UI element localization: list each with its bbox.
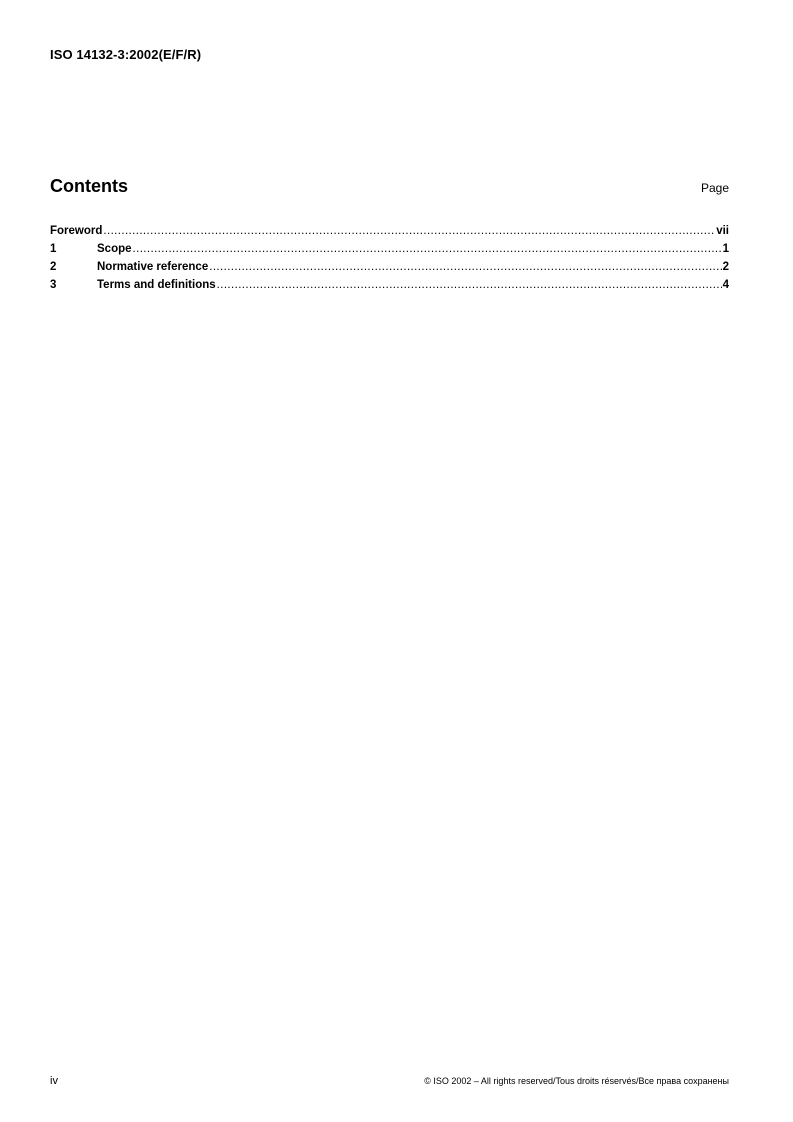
toc-entry-page: vii: [716, 225, 729, 237]
toc-entry-scope[interactable]: [50, 243, 729, 261]
toc-entry-page: 2: [722, 261, 729, 273]
toc-entry-foreword[interactable]: [50, 225, 729, 243]
contents-heading: [50, 176, 729, 200]
toc-entry-number: 3: [50, 279, 57, 291]
toc-entry-normative-reference[interactable]: [50, 261, 729, 279]
toc-entry-title: Foreword: [50, 225, 103, 237]
toc-dot-leader: [209, 261, 721, 273]
toc-entry-number: 2: [50, 261, 57, 273]
toc-entry-page: 1: [722, 243, 729, 255]
toc-entry-title: Normative reference: [97, 261, 209, 273]
footer-copyright: © ISO 2002 – All rights reserved/Tous droits réservés/Все права сохранены: [424, 1076, 729, 1086]
footer-page-number: iv: [50, 1075, 58, 1087]
toc-entry-number: 1: [50, 243, 57, 255]
toc-entry-terms-and-definitions[interactable]: [50, 279, 729, 297]
table-of-contents: [50, 225, 729, 297]
toc-entry-title: Scope: [97, 243, 132, 255]
document-id: ISO 14132-3:2002(E/F/R): [50, 47, 202, 62]
toc-dot-leader: [103, 225, 715, 237]
toc-entry-title: Terms and definitions: [97, 279, 216, 291]
toc-dot-leader: [217, 279, 722, 291]
page-column-label: Page: [700, 181, 729, 195]
toc-entry-page: 4: [722, 279, 729, 291]
toc-dot-leader: [133, 243, 722, 255]
contents-title: Contents: [50, 176, 128, 196]
